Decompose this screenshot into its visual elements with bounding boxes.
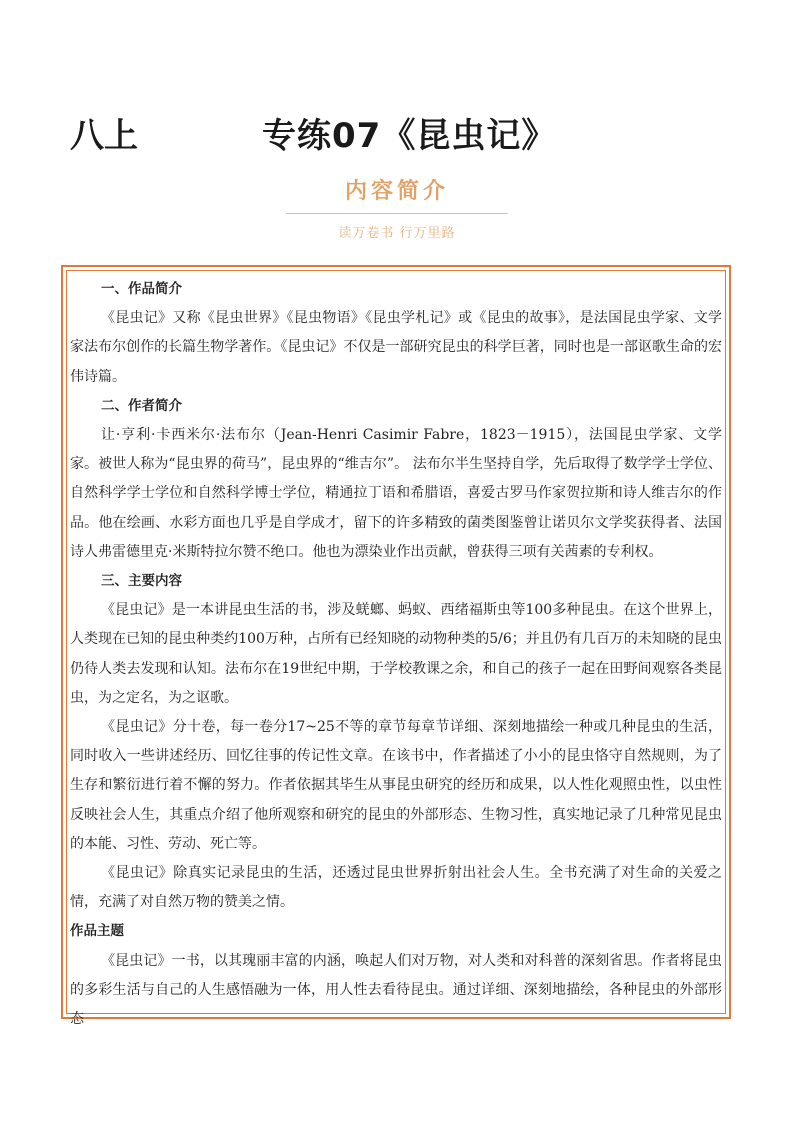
section-banner <box>0 174 794 241</box>
section-heading-theme: 作品主题 <box>70 923 124 940</box>
paragraph-author: 让·亨利·卡西米尔·法布尔（Jean-Henri Casimir Fabre，1823－1915），法国昆虫学家、文学家。被世人称为“昆虫界的荷马”，昆虫界的“维吉尔”。 法布尔半生坚持自学，先后取得了数学学士学位、自然科学学士学位和自然科学博士学位，精通拉丁语和希腊语，喜爱古罗马作家贺拉斯和诗人维吉尔的作品。他在绘画、水彩方面也几乎是自学成才，留下的许多精致的菌类图鉴曾让诺贝尔文学奖获得者、法国诗人弗雷德里克·米斯特拉尔赞不绝口。他也为漂染业作出贡献，曾获得三项有关茜素的专利权。 <box>70 427 722 560</box>
paragraph-content-1: 《昆虫记》是一本讲昆虫生活的书，涉及蜣螂、蚂蚁、西绪福斯虫等100多种昆虫。在这个世界上，人类现在已知的昆虫种类约100万种，占所有已经知晓的动物种类的5/6；并且仍有几百万的未知晓的昆虫仍待人类去发现和认知。法布尔在19世纪中期，于学校教课之余，和自己的孩子一起在田野间观察各类昆虫，为之定名，为之讴歌。 <box>70 602 722 706</box>
paragraph-content-3: 《昆虫记》除真实记录昆虫的生活，还透过昆虫世界折射出社会人生。全书充满了对生命的关爱之情，充满了对自然万物的赞美之情。 <box>70 865 722 911</box>
page-title: 专练07《昆虫记》 <box>262 116 557 156</box>
page-header <box>70 108 750 158</box>
section-heading-content: 三、主要内容 <box>101 573 182 590</box>
section-heading-intro: 一、作品简介 <box>101 281 182 297</box>
grade-label: 八上 <box>70 116 138 156</box>
paragraph-intro: 《昆虫记》又称《昆虫世界》《昆虫物语》《昆虫学札记》或《昆虫的故事》，是法国昆虫学家、文学家法布尔创作的长篇生物学著作。《昆虫记》不仅是一部研究昆虫的科学巨著，同时也是一部讴歌生命的宏伟诗篇。 <box>70 310 722 385</box>
section-heading-author: 二、作者简介 <box>101 397 182 414</box>
paragraph-content-2: 《昆虫记》分十卷，每一卷分17~25不等的章节每章节详细、深刻地描绘一种或几种昆虫的生活，同时收入一些讲述经历、回忆往事的传记性文章。在该书中，作者描述了小小的昆虫恪守自然规则，为了生存和繁衍进行着不懈的努力。作者依据其毕生从事昆虫研究的经历和成果，以人性化观照虫性，以虫性反映社会人生，其重点介绍了他所观察和研究的昆虫的外部形态、生物习性，真实地记录了几种常见昆虫的本能、习性、劳动、死亡等。 <box>70 719 722 852</box>
paragraph-theme: 《昆虫记》一书，以其瑰丽丰富的内涵，唤起人们对万物，对人类和对科普的深刻省思。作者将昆虫的多彩生活与自己的人生感悟融为一体，用人性去看待昆虫。通过详细、深刻地描绘，各种昆虫的外部形态 <box>70 952 722 1028</box>
banner-subtitle: 读万卷书 行万里路 <box>338 226 456 241</box>
content-body <box>70 275 722 1034</box>
banner-title: 内容简介 <box>344 179 449 204</box>
banner-divider <box>286 213 508 214</box>
